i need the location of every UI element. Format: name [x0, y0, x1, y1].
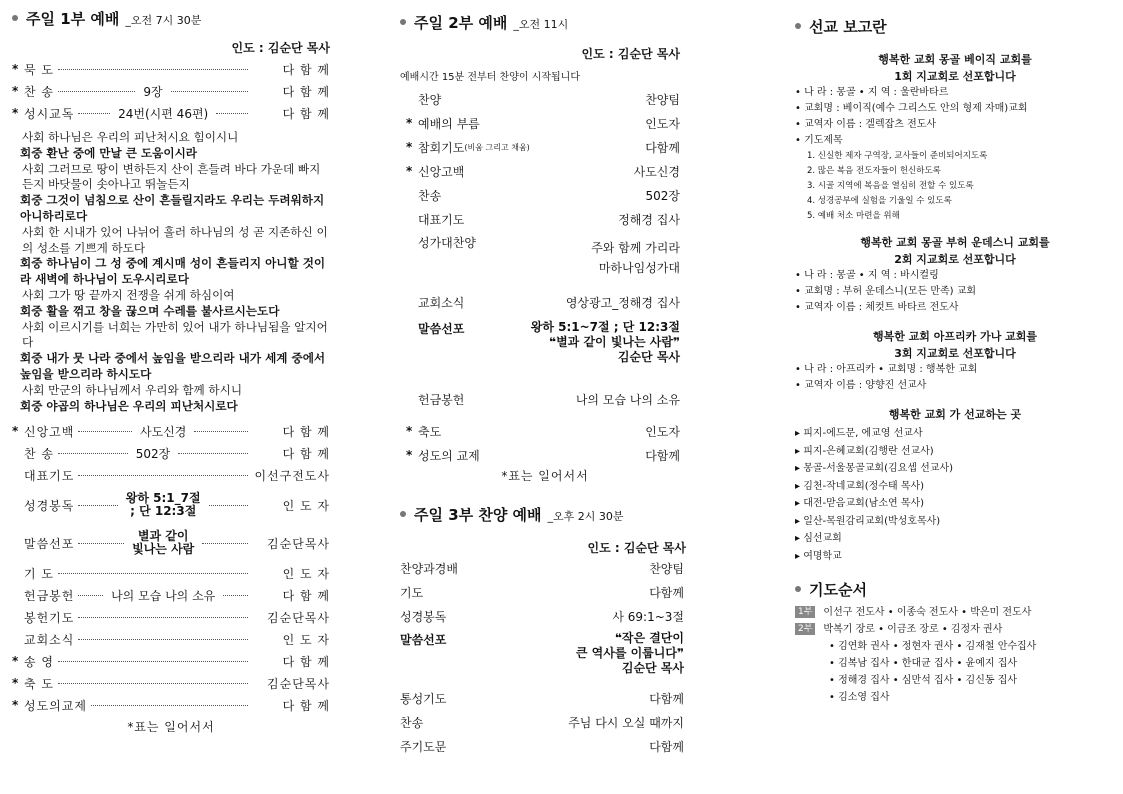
program-row — [406, 87, 680, 111]
program-row — [400, 556, 684, 580]
mission-place: ▸ 일산-목원감리교회(박성호목사) — [795, 515, 941, 527]
first-service-time: _오전 7시 30분 — [125, 14, 202, 27]
dot-leader — [78, 638, 248, 640]
program-label: 주기도문 — [400, 739, 447, 754]
mission-1 — [795, 51, 1115, 224]
stand-mark: * — [12, 676, 19, 691]
mission-place: ▸ 김천-작네교회(정수태 목사) — [795, 480, 925, 492]
prayer-row — [795, 638, 1115, 655]
program-left — [406, 91, 441, 108]
reading-leader: 사회 만군의 하나님께서 우리와 함께 하시니 — [22, 382, 243, 397]
dot-leader — [78, 430, 132, 432]
reading-leader: 사회 하나님은 우리의 피난처시요 힘이시니 — [22, 130, 239, 144]
program-detail-line: 별과 같이 — [137, 529, 189, 544]
reading-leader: 사회 그가 땅 끝까지 전쟁을 쉬게 하심이여 — [22, 287, 235, 302]
first-service-column — [12, 0, 330, 794]
program-left — [406, 447, 480, 464]
program-label: 찬양 — [418, 92, 442, 107]
stand-mark: * — [12, 698, 19, 713]
dot-leader — [78, 112, 110, 114]
program-row — [12, 694, 330, 716]
program-label: 예배의 부름 — [418, 116, 480, 131]
program-label: 봉헌기도 — [24, 610, 75, 625]
prayer-indent — [795, 672, 829, 689]
mission-1-prayers — [795, 149, 1115, 224]
mission-column — [795, 0, 1115, 794]
third-service-order-bottom — [400, 686, 690, 758]
program-row — [406, 135, 680, 159]
program-row — [12, 486, 330, 524]
program-row — [400, 686, 684, 710]
mission-detail: • 교역자 이름 : 양향진 선교사 — [795, 380, 927, 391]
dot-leader — [78, 542, 124, 544]
mission-places-list — [795, 425, 1115, 565]
program-row — [406, 207, 680, 231]
dot-leader — [223, 594, 248, 596]
program-detail — [126, 492, 201, 518]
mission-detail: • 나 라 : 아프리카 • 교회명 : 행복한 교회 — [795, 364, 978, 375]
program-row — [400, 710, 684, 734]
program-person: 찬양팀 — [649, 561, 684, 576]
second-service-name: 주일 2부 예배 — [414, 14, 508, 32]
prayer-names: 박복기 장로 • 이금조 장로 • 김정자 권사 — [823, 624, 1003, 635]
standing-note: *표는 일어서서 — [127, 720, 215, 735]
program-label: 성경봉독 — [24, 498, 75, 513]
mission-place: ▸ 몽골-서울몽골교회(김요셉 선교사) — [795, 463, 954, 474]
dot-leader — [91, 704, 248, 706]
prayer-row — [795, 604, 1115, 621]
program-row — [12, 58, 330, 80]
prayer-indent — [795, 655, 829, 672]
stand-mark: * — [406, 116, 413, 130]
program-person: 다함께 — [645, 448, 680, 463]
program-person: 사 69:1~3절 — [612, 609, 684, 624]
first-service-title — [12, 8, 330, 29]
bullet-icon — [795, 23, 801, 29]
program-person: 김순단목사 — [267, 610, 330, 625]
program-row — [406, 159, 680, 183]
second-service-time: _오전 11시 — [513, 18, 569, 31]
third-sermon-preacher: 김순단 목사 — [621, 661, 684, 675]
mission-place: ▸ 피지-은혜교회(김행란 선교사) — [795, 445, 934, 457]
choir-song: 주와 함께 가리라 — [591, 241, 680, 255]
service-intro-text: 예배시간 15분 전부터 찬양이 시작됩니다 — [400, 72, 580, 83]
dot-leader — [58, 572, 248, 574]
first-service-order-top — [12, 58, 330, 124]
news-label: 교회소식 — [418, 295, 465, 310]
program-note: (비움 그리고 채움) — [464, 142, 530, 152]
program-label: 찬 송 — [24, 84, 54, 99]
dot-leader — [58, 90, 135, 92]
program-left — [400, 738, 446, 755]
dot-leader — [178, 452, 248, 454]
prayer-row — [795, 621, 1115, 638]
program-row — [406, 419, 680, 443]
first-service-order-bottom — [12, 420, 330, 716]
program-person: 다 함 께 — [282, 424, 330, 439]
program-row — [12, 420, 330, 442]
dot-leader — [202, 542, 248, 544]
mission-detail: • 나 라 : 몽골 • 지 역 : 바시컬링 — [795, 270, 939, 281]
program-left — [406, 423, 441, 440]
program-row — [12, 102, 330, 124]
dot-leader — [209, 504, 248, 506]
sermon-scripture: 왕하 5:1~7절 ; 단 12:3절 — [530, 320, 680, 334]
offering-row — [406, 379, 680, 419]
program-label: 신앙고백 — [24, 424, 75, 439]
dot-leader — [58, 452, 128, 454]
program-row — [12, 442, 330, 464]
prayer-indent — [795, 638, 829, 655]
program-label: 성도의 교제 — [418, 448, 480, 463]
mission-detail: • 교회명 : 부허 운데스니(모든 만족) 교회 — [795, 286, 977, 297]
program-row — [12, 672, 330, 694]
program-left — [400, 690, 446, 707]
program-person: 다 함 께 — [282, 106, 330, 121]
reading-leader: 사회 한 시내가 있어 나뉘어 흘러 하나님의 성 곧 지존하신 이의 성소를 기쁘게 하도다 — [22, 224, 328, 255]
mission-detail: • 기도제목 — [795, 135, 843, 146]
program-person: 인도자 — [645, 116, 680, 131]
mission-report-heading: 선교 보고란 — [809, 18, 887, 36]
reading-congregation: 회중 하나님이 그 성 중에 계시매 성이 흔들리지 아니할 것이라 새벽에 하나님이 도우시리로다 — [20, 256, 326, 287]
program-person: 인도자 — [645, 424, 680, 439]
mission-place: ▸ 심선교회 — [795, 533, 842, 544]
dot-leader — [216, 112, 248, 114]
prayer-order-heading: 기도순서 — [809, 581, 867, 599]
program-person: 다함께 — [649, 739, 684, 754]
reading-congregation: 회중 그것이 넘침으로 산이 흔들릴지라도 우리는 두려워하지 아니하리로다 — [20, 193, 325, 223]
program-detail — [132, 530, 194, 556]
service-tag: 2부 — [795, 623, 815, 635]
prayer-topic: 4. 성경공부에 실험을 기울일 수 있도록 — [807, 196, 952, 206]
bullet-icon — [400, 19, 406, 25]
program-row — [12, 524, 330, 562]
program-detail-line: ; 단 12:3절 — [130, 504, 197, 519]
program-label: 찬송 — [418, 188, 442, 203]
sermon-preacher: 김순단 목사 — [617, 350, 680, 364]
program-label: 말씀선포 — [24, 536, 75, 551]
mission-detail: • 교역자 이름 : 체컷트 바타르 전도사 — [795, 302, 959, 313]
program-row — [12, 562, 330, 584]
program-label: 찬 송 — [24, 446, 54, 461]
program-row — [400, 734, 684, 758]
program-person: 인 도 자 — [282, 632, 330, 647]
program-label: 신앙고백 — [418, 164, 465, 179]
program-person: 인 도 자 — [282, 566, 330, 581]
program-person: 이선구전도사 — [254, 468, 330, 483]
mission-1-declare: 1회 지교회로 선포합니다 — [894, 70, 1016, 83]
program-left — [400, 584, 423, 601]
sermon-label: 말씀선포 — [418, 322, 465, 336]
program-person: 다 함 께 — [282, 654, 330, 669]
program-person: 사도신경 — [633, 164, 680, 179]
third-sermon-row — [400, 628, 690, 686]
program-label: 교회소식 — [24, 632, 75, 647]
program-person: 다 함 께 — [282, 62, 330, 77]
program-person: 다함께 — [649, 585, 684, 600]
mission-2-head: 행복한 교회 몽골 부허 운데스니 교회를 — [860, 236, 1050, 249]
program-row — [400, 604, 684, 628]
stand-mark: * — [406, 140, 413, 154]
program-detail: 9장 — [143, 84, 163, 99]
prayer-row — [795, 689, 1115, 706]
choir-name: 마하나임성가대 — [598, 261, 680, 275]
second-service-order — [400, 87, 690, 231]
program-left — [406, 115, 480, 132]
third-service-leader: 인도 : 김순단 목사 — [587, 541, 686, 555]
program-row — [406, 111, 680, 135]
stand-mark: * — [12, 106, 19, 120]
mission-detail: • 교회명 : 베이직(예수 그리스도 안의 형제 자매)교회 — [795, 103, 1028, 114]
stand-mark: * — [12, 654, 19, 669]
mission-1-head: 행복한 교회 몽골 베이직 교회를 — [878, 53, 1032, 66]
program-left — [406, 163, 464, 180]
mission-place: ▸ 대전-맏음교회(남소연 목사) — [795, 498, 925, 509]
prayer-topic: 2. 많은 복음 전도자들이 헌신하도록 — [807, 166, 941, 176]
mission-place: ▸ 여명학교 — [795, 550, 842, 562]
mission-places — [795, 406, 1115, 565]
program-label: 축 도 — [24, 676, 54, 691]
stand-mark: * — [12, 62, 19, 76]
dot-leader — [58, 68, 248, 70]
program-person: 다함께 — [645, 140, 680, 155]
program-person: 주님 다시 오실 때까지 — [568, 715, 684, 730]
second-service-order-end — [400, 419, 690, 467]
responsive-reading — [12, 130, 330, 414]
offering-label: 헌금봉헌 — [418, 392, 465, 407]
program-detail-line: 왕하 5:1_7절 — [125, 491, 201, 506]
second-service-order-mid — [400, 231, 690, 419]
prayer-indent — [795, 689, 829, 706]
program-detail: 24번(시편 46편) — [118, 106, 209, 121]
offering-right: 나의 모습 나의 소유 — [575, 392, 680, 407]
program-label: 축도 — [418, 424, 442, 439]
program-person: 다 함 께 — [282, 446, 330, 461]
prayer-names: • 김복남 집사 • 한대균 집사 • 윤예지 집사 — [829, 658, 1018, 669]
stand-mark: * — [12, 424, 19, 439]
program-row — [406, 443, 680, 467]
reading-congregation: 회중 환난 중에 만날 큰 도움이시라 — [20, 145, 197, 160]
stand-mark: * — [406, 164, 413, 178]
program-row — [406, 183, 680, 207]
news-right: 영상광고_정해경 집사 — [565, 295, 680, 310]
program-label: 성시교독 — [24, 106, 75, 121]
program-detail: 사도신경 — [140, 424, 187, 439]
program-person: 인 도 자 — [282, 498, 330, 513]
program-person: 김순단목사 — [267, 536, 331, 551]
program-person: 502장 — [645, 188, 680, 203]
news-row — [406, 287, 680, 317]
program-label: 대표기도 — [418, 212, 465, 227]
program-person: 찬양팀 — [645, 92, 680, 107]
bullet-icon — [12, 15, 18, 21]
program-detail: 502장 — [135, 446, 171, 461]
program-row — [12, 628, 330, 650]
third-service-title — [400, 504, 690, 525]
mission-3-declare: 3회 지교회로 선포합니다 — [894, 347, 1016, 360]
prayer-topic: 1. 신실한 제자 구역장, 교사들이 준비되어지도록 — [807, 151, 988, 161]
mission-3 — [795, 328, 1115, 394]
dot-leader — [78, 616, 248, 618]
mission-2-declare: 2회 지교회로 선포합니다 — [894, 253, 1016, 266]
program-row — [12, 584, 330, 606]
reading-congregation: 회중 활을 꺾고 창을 끊으며 수레를 불사르시는도다 — [20, 303, 280, 318]
prayer-order-title — [795, 579, 1115, 600]
stand-mark: * — [12, 84, 19, 98]
program-left — [400, 560, 458, 577]
program-person: 다함께 — [649, 691, 684, 706]
mission-place: ▸ 피지-에드문, 에교영 선교사 — [795, 428, 923, 439]
second-service-column — [400, 0, 690, 794]
prayer-order-list — [795, 604, 1115, 706]
mission-3-details — [795, 362, 1115, 394]
first-service-leader: 인도 : 김순단 목사 — [231, 41, 330, 55]
dot-leader — [78, 594, 103, 596]
sermon-title: ❝별과 같이 빛나는 사람❞ — [549, 335, 680, 349]
prayer-topic: 3. 시골 지역에 복음을 열심히 전할 수 있도록 — [807, 181, 974, 191]
mission-3-head: 행복한 교회 아프리카 가나 교회를 — [872, 330, 1038, 343]
dot-leader — [194, 430, 248, 432]
program-detail-line: 빛나는 사람 — [132, 542, 195, 557]
mission-2 — [795, 234, 1115, 316]
standing-note: *표는 일어서서 — [501, 469, 589, 483]
dot-leader — [78, 474, 248, 476]
dot-leader — [171, 90, 248, 92]
third-sermon-label: 말씀선포 — [400, 633, 447, 647]
program-left — [400, 608, 446, 625]
program-label: 찬송 — [400, 715, 424, 730]
service-tag: 1부 — [795, 606, 815, 618]
third-service-name: 주일 3부 찬양 예배 — [414, 506, 542, 524]
mission-report-title — [795, 16, 1115, 37]
prayer-row — [795, 655, 1115, 672]
prayer-names: • 정해경 집사 • 심만석 집사 • 김신동 집사 — [829, 675, 1018, 686]
prayer-names: 이선구 전도사 • 이종숙 전도사 • 박은미 전도사 — [823, 607, 1032, 618]
program-person: 다 함 께 — [282, 588, 330, 603]
dot-leader — [58, 660, 248, 662]
prayer-names: • 김연화 권사 • 정현자 권사 • 김재철 안수집사 — [829, 641, 1037, 652]
program-label: 성도의교제 — [24, 698, 87, 713]
program-label: 대표기도 — [24, 468, 75, 483]
program-label: 통성기도 — [400, 691, 447, 706]
prayer-topic: 5. 예배 처소 마련을 위해 — [807, 211, 900, 221]
third-sermon-title-1: ❝작은 결단이 — [614, 631, 684, 645]
reading-leader: 사회 그러므로 땅이 변하든지 산이 흔들려 바다 가운데 빠지든지 바닷물이 솟아나고 뛰놀든지 — [22, 161, 321, 192]
mission-2-details — [795, 268, 1115, 316]
program-left — [406, 187, 441, 204]
program-row — [12, 650, 330, 672]
prayer-row — [795, 672, 1115, 689]
program-label: 찬양과경배 — [400, 561, 458, 576]
choir-label: 성가대찬양 — [418, 236, 476, 250]
program-left — [400, 714, 423, 731]
program-label: 송 영 — [24, 654, 54, 669]
sermon-row — [406, 317, 680, 379]
program-row — [12, 606, 330, 628]
program-row — [400, 580, 684, 604]
program-detail: 나의 모습 나의 소유 — [111, 588, 216, 603]
reading-congregation: 회중 내가 뭇 나라 중에서 높임을 받으리라 내가 세계 중에서 높임을 받으리라 하시도다 — [20, 351, 326, 381]
dot-leader — [58, 682, 248, 684]
dot-leader — [78, 504, 117, 506]
first-service-name: 주일 1부 예배 — [26, 10, 120, 28]
bullet-icon — [400, 511, 406, 517]
program-person: 정해경 집사 — [618, 212, 680, 227]
reading-congregation: 회중 야곱의 하나님은 우리의 피난처시로다 — [20, 398, 238, 413]
bullet-icon — [795, 586, 801, 592]
third-service-order-top — [400, 556, 690, 628]
program-left — [406, 139, 530, 156]
program-label: 기 도 — [24, 566, 54, 581]
third-sermon-title-2: 큰 역사를 이룹니다❞ — [575, 646, 684, 660]
program-label: 헌금봉헌 — [24, 588, 75, 603]
third-service-time: _오후 2시 30분 — [547, 510, 624, 523]
program-label: 기도 — [400, 585, 424, 600]
second-service-title — [400, 12, 690, 33]
program-row — [12, 80, 330, 102]
program-row — [12, 464, 330, 486]
program-left — [406, 211, 464, 228]
mission-1-details — [795, 85, 1115, 149]
program-label: 묵 도 — [24, 62, 54, 77]
stand-mark: * — [406, 424, 413, 438]
program-person: 다 함 께 — [282, 84, 331, 99]
mission-detail: • 나 라 : 몽골 • 지 역 : 울란바타르 — [795, 87, 949, 98]
prayer-names: • 김소영 집사 — [829, 692, 890, 703]
program-label: 참회기도 — [418, 140, 465, 155]
program-label: 성경봉독 — [400, 609, 447, 624]
reading-leader: 사회 이르시기를 너희는 가만히 있어 내가 하나님됨을 알지어다 — [22, 319, 328, 350]
choir-row — [406, 231, 680, 287]
stand-mark: * — [406, 448, 413, 462]
second-service-leader: 인도 : 김순단 목사 — [581, 47, 680, 61]
mission-places-head: 행복한 교회 가 선교하는 곳 — [888, 408, 1022, 421]
mission-detail: • 교역자 이름 : 겔렉잡츠 전도사 — [795, 119, 937, 130]
program-person: 김순단목사 — [267, 676, 330, 691]
program-person: 다 함 께 — [282, 698, 330, 713]
